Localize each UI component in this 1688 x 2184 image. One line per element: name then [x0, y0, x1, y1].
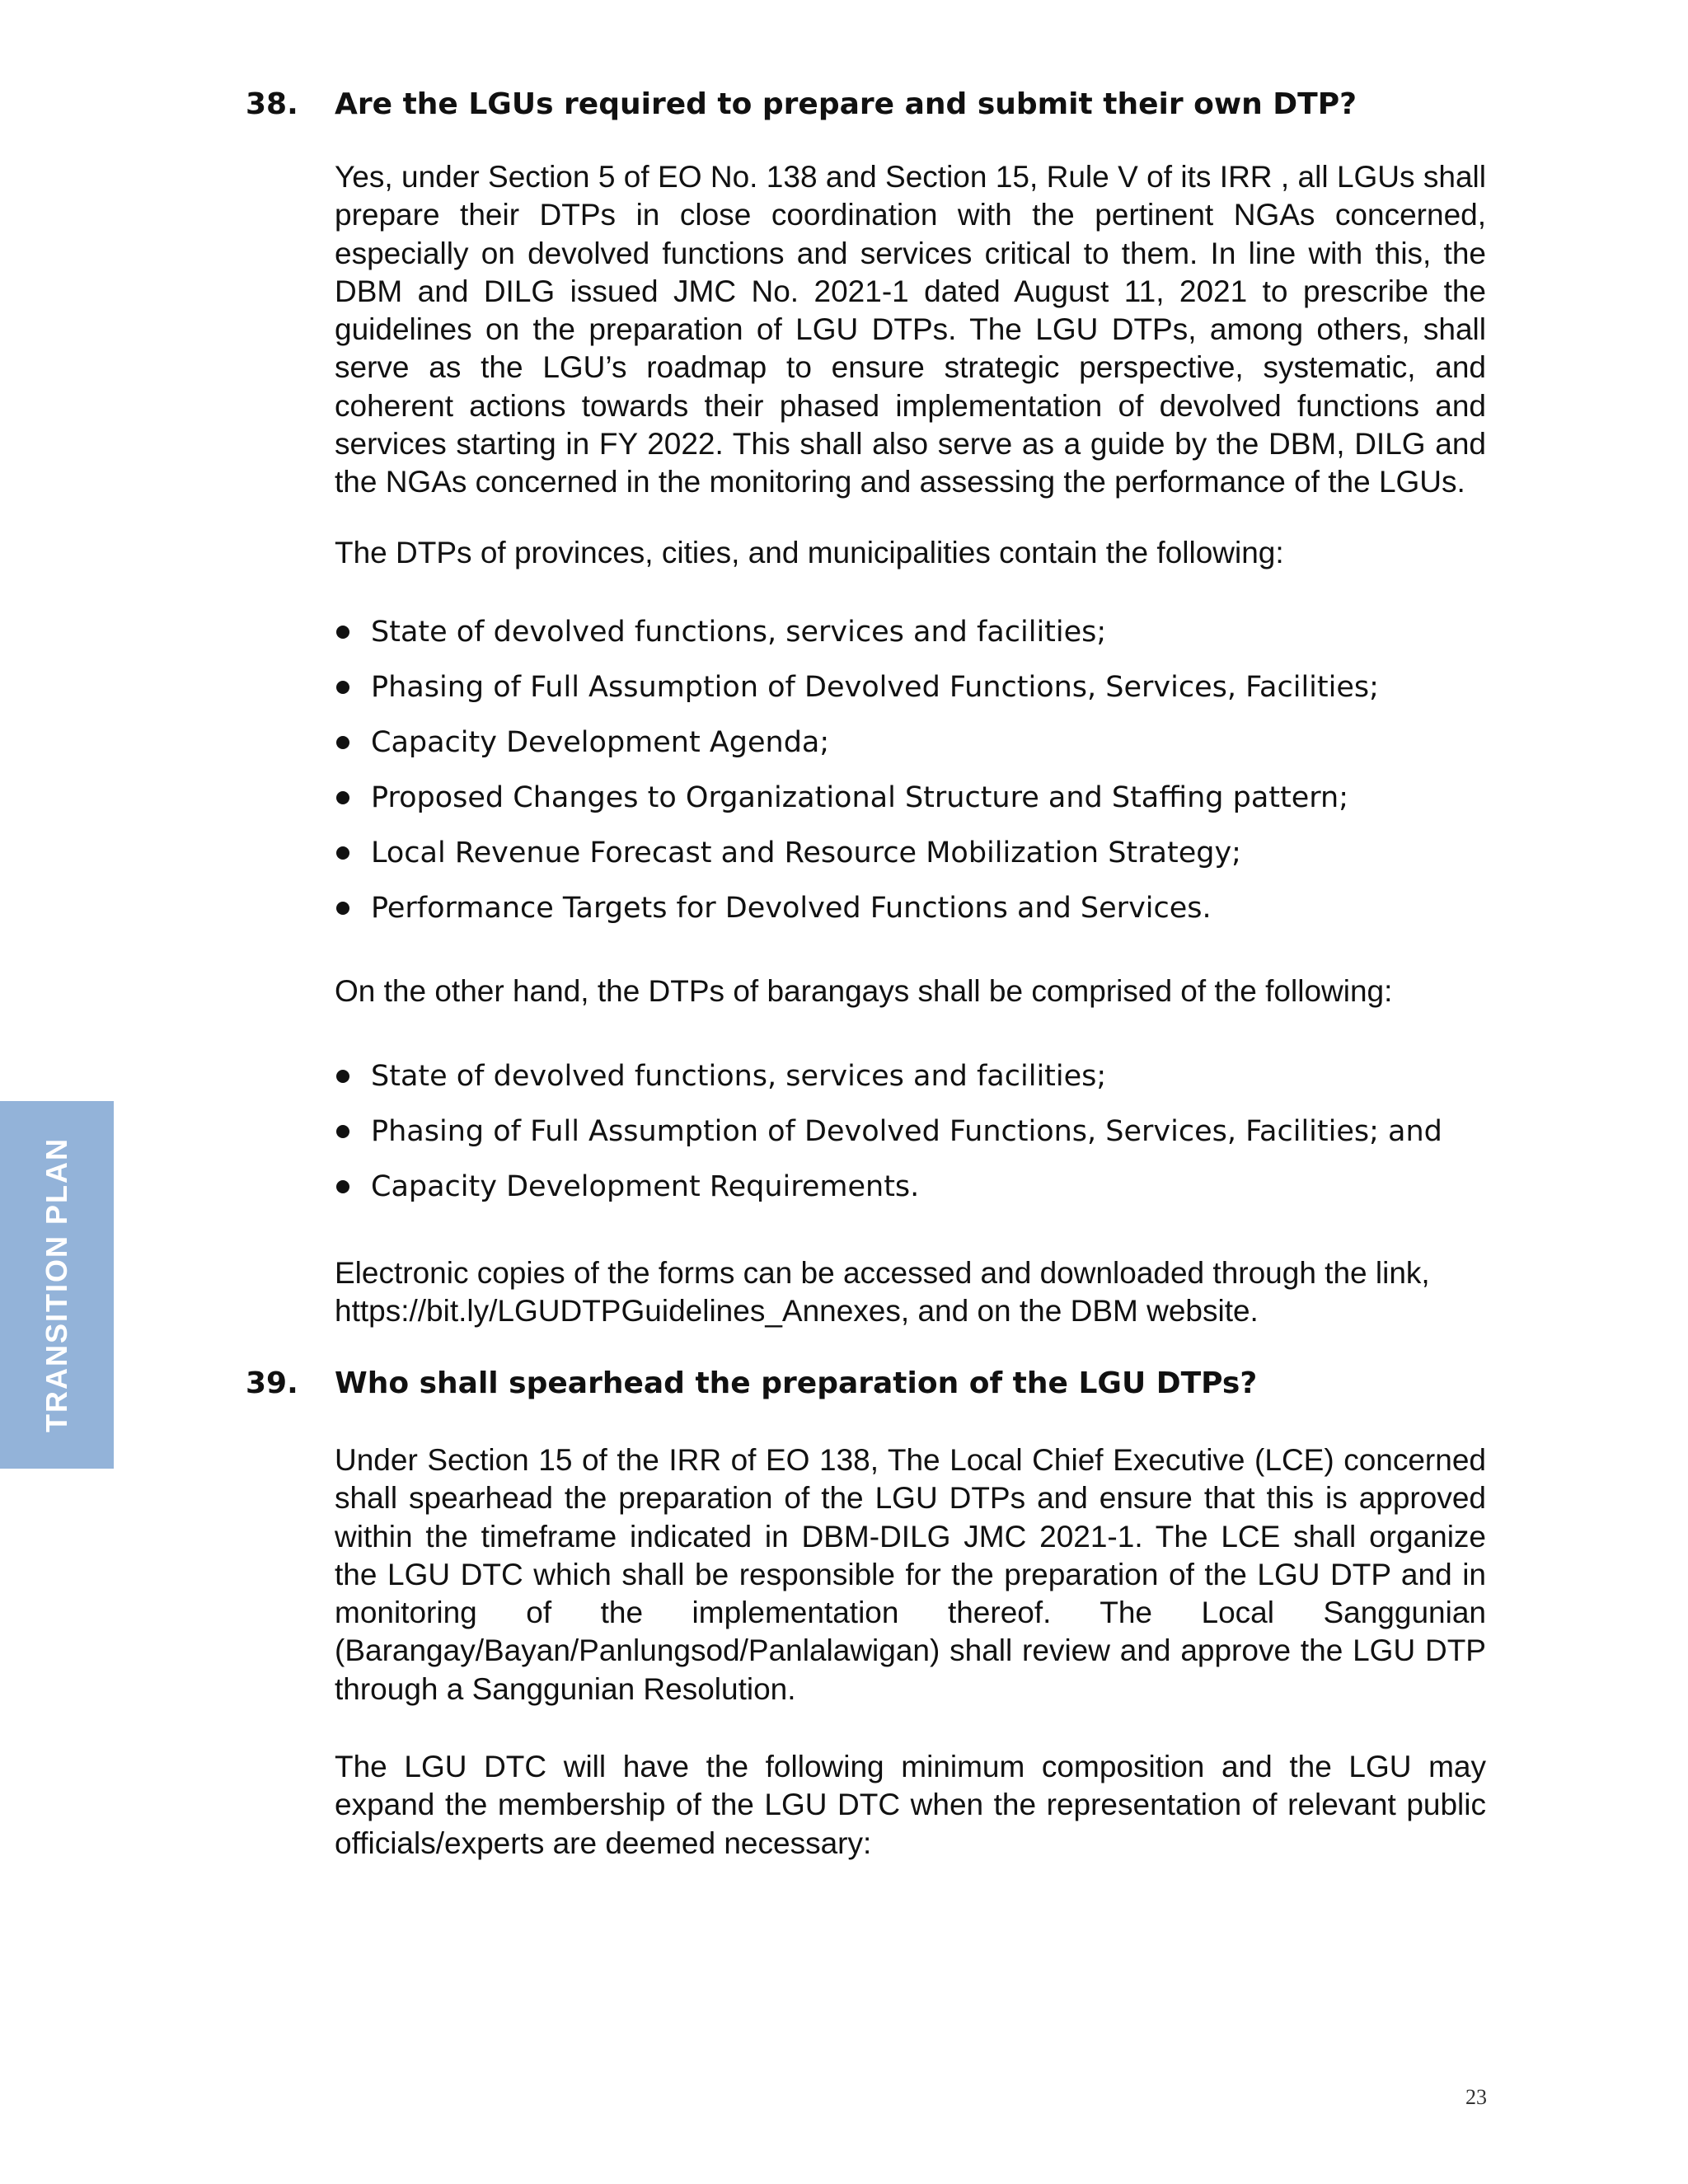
barangays-dtp-contents-list — [335, 1057, 1505, 1223]
question-39-title: Who shall spearhead the preparation of the LGU DTPs? — [335, 1366, 1258, 1400]
bullet-icon — [336, 1125, 349, 1138]
list-item: Proposed Changes to Organizational Structure and Staffing pattern; — [335, 779, 1505, 834]
provinces-list-lead: The DTPs of provinces, cities, and municipalities contain the following: — [335, 536, 1284, 569]
list-item: Performance Targets for Devolved Functions and Services. — [335, 889, 1505, 944]
list-item: Local Revenue Forecast and Resource Mobilization Strategy; — [335, 834, 1505, 889]
list-item: Phasing of Full Assumption of Devolved Functions, Services, Facilities; and — [335, 1113, 1505, 1168]
question-39-number: 39. — [246, 1366, 298, 1400]
list-item: State of devolved functions, services and facilities; — [335, 1057, 1505, 1113]
bullet-icon — [336, 902, 349, 915]
list-item: Phasing of Full Assumption of Devolved Functions, Services, Facilities; — [335, 668, 1505, 724]
forms-access-line-2: https://bit.ly/LGUDTPGuidelines_Annexes, and on the DBM website. — [335, 1294, 1259, 1328]
bullet-icon — [336, 791, 349, 804]
question-38-answer-paragraph: Yes, under Section 5 of EO No. 138 and Section 15, Rule V of its IRR , all LGUs shall prepare their DTPs in close coordination with the pertinent NGAs concerned, especially on devolved functions and services critical to them. In line with this, the DBM and DILG issued JMC No. 2021-1 dated August 11, 2021 to prescribe the guidelines on the preparation of LGU DTPs. The LGU DTPs, among others, shall serve as the LGU’s roadmap to ensure strategic perspective, systematic, and coherent actions towards their phased implementation of devolved functions and services starting in FY 2022. This shall also serve as a guide by the DBM, DILG and the NGAs concerned in the monitoring and assessing the performance of the LGUs. — [335, 160, 1486, 499]
question-38-title: Are the LGUs required to prepare and submit their own DTP? — [335, 87, 1357, 121]
barangays-list-lead: On the other hand, the DTPs of barangays shall be comprised of the following: — [335, 974, 1393, 1008]
bullet-icon — [336, 626, 349, 639]
bullet-icon — [336, 736, 349, 749]
page-number: 23 — [1465, 2085, 1487, 2109]
forms-access-line-1: Electronic copies of the forms can be accessed and downloaded through the link, — [335, 1256, 1430, 1290]
question-38-number: 38. — [246, 87, 298, 121]
provinces-dtp-contents-list — [335, 613, 1505, 944]
side-tab-label: TRANSITION PLAN — [40, 1137, 73, 1432]
list-item: Capacity Development Agenda; — [335, 724, 1505, 779]
bullet-icon — [336, 681, 349, 694]
bullet-icon — [336, 1070, 349, 1083]
dtc-composition-paragraph: The LGU DTC will have the following minimum composition and the LGU may expand the membership of the LGU DTC when the representation of relevant public officials/experts are deemed necessary: — [335, 1750, 1486, 1860]
list-item: State of devolved functions, services and facilities; — [335, 613, 1505, 668]
bullet-icon — [336, 1180, 349, 1193]
section-side-tab — [0, 1101, 114, 1469]
bullet-icon — [336, 846, 349, 860]
list-item: Capacity Development Requirements. — [335, 1168, 1505, 1223]
question-39-answer-paragraph: Under Section 15 of the IRR of EO 138, The Local Chief Executive (LCE) concerned shall spearhead the preparation of the LGU DTPs and ensure that this is approved within the timeframe indicated in DBM-DILG JMC 2021-1. The LCE shall organize the LGU DTC which shall be responsible for the preparation of the LGU DTP and in monitoring of the implementation thereof. The Local Sanggunian (Barangay/Bayan/Panlungsod/Panlalawigan) shall review and approve the LGU DTP through a Sanggunian Resolution. — [335, 1443, 1486, 1706]
